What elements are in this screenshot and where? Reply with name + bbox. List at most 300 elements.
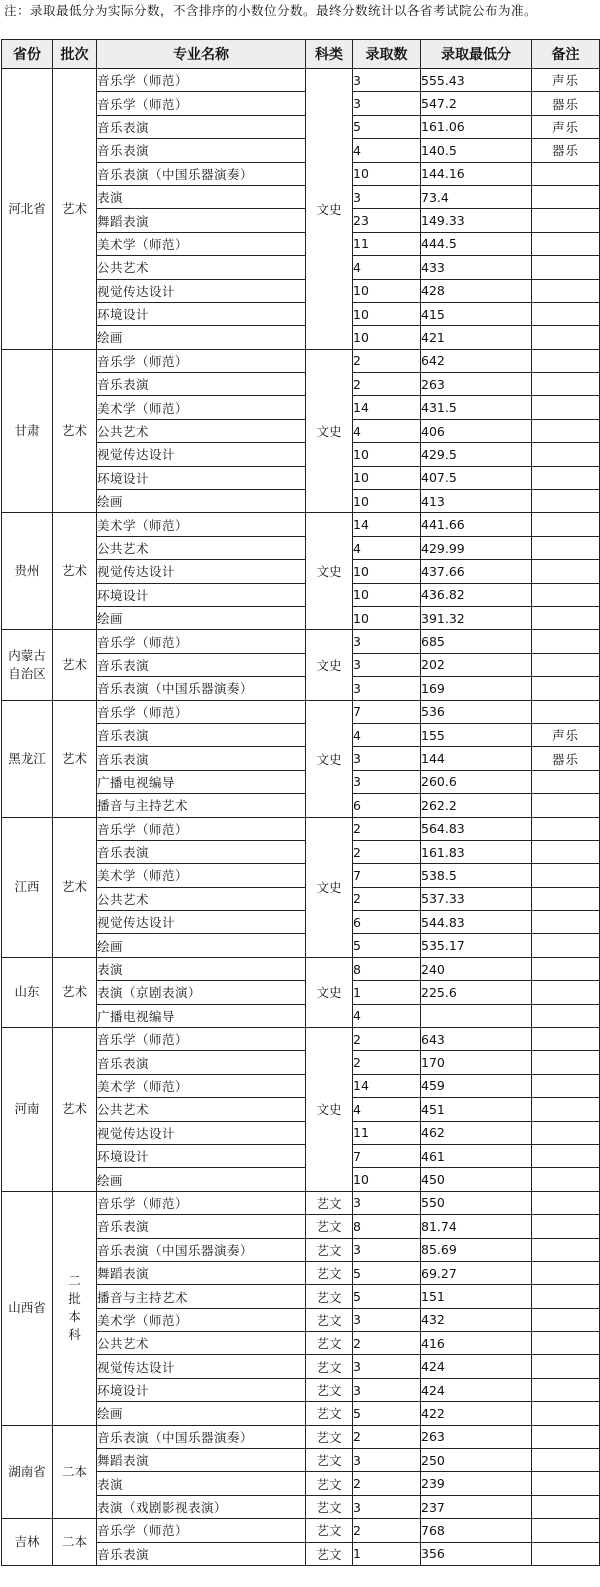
major-cell: 绘画: [97, 606, 306, 629]
province-cell: [2, 630, 53, 700]
major-cell: 表演: [97, 185, 306, 208]
remark-cell: [532, 1449, 600, 1472]
batch-cell: [53, 817, 97, 957]
major-cell: 公共艺术: [97, 419, 306, 442]
batch-cell: [53, 1028, 97, 1192]
major-cell: 音乐表演: [97, 1542, 306, 1565]
table-body: [2, 69, 600, 1566]
batch-cell: [53, 630, 97, 700]
remark-cell: [532, 887, 600, 910]
batch-label: 艺术: [61, 1101, 87, 1117]
count-cell: 10: [353, 302, 421, 325]
count-cell: 4: [353, 1004, 421, 1027]
subject-cell: 艺文: [306, 1425, 353, 1448]
major-cell: 美术学（师范）: [97, 232, 306, 255]
min-score-cell: 429.99: [421, 536, 532, 559]
count-cell: 11: [353, 1121, 421, 1144]
count-cell: 6: [353, 794, 421, 817]
count-cell: 3: [353, 747, 421, 770]
min-score-cell: 155: [421, 723, 532, 746]
subject-cell: 艺文: [306, 1402, 353, 1425]
major-cell: 美术学（师范）: [97, 1308, 306, 1331]
count-cell: 4: [353, 1098, 421, 1121]
min-score-cell: 768: [421, 1519, 532, 1542]
count-cell: 8: [353, 957, 421, 980]
count-cell: 3: [353, 1449, 421, 1472]
count-cell: 7: [353, 864, 421, 887]
remark-cell: [532, 911, 600, 934]
table-row: [2, 700, 600, 723]
min-score-cell: 450: [421, 1168, 532, 1191]
remark-cell: [532, 490, 600, 513]
major-cell: 舞蹈表演: [97, 1261, 306, 1284]
subject-cell: 艺文: [306, 1191, 353, 1214]
min-score-cell: 451: [421, 1098, 532, 1121]
major-cell: 视觉传达设计: [97, 911, 306, 934]
major-cell: 美术学（师范）: [97, 513, 306, 536]
remark-cell: [532, 466, 600, 489]
major-cell: 音乐表演: [97, 115, 306, 138]
remark-cell: [532, 209, 600, 232]
min-score-cell: 538.5: [421, 864, 532, 887]
major-cell: 音乐表演（中国乐器演奏）: [97, 1425, 306, 1448]
remark-cell: 器乐: [532, 747, 600, 770]
count-cell: 10: [353, 162, 421, 185]
min-score-cell: 537.33: [421, 887, 532, 910]
remark-cell: [532, 606, 600, 629]
header-row: [2, 40, 600, 69]
major-cell: 环境设计: [97, 302, 306, 325]
min-score-cell: 406: [421, 419, 532, 442]
min-score-cell: 416: [421, 1332, 532, 1355]
min-score-cell: 462: [421, 1121, 532, 1144]
major-cell: 播音与主持艺术: [97, 794, 306, 817]
remark-cell: [532, 1472, 600, 1495]
major-cell: 舞蹈表演: [97, 209, 306, 232]
header-province: 省份: [2, 40, 53, 69]
major-cell: 音乐表演: [97, 1051, 306, 1074]
min-score-cell: 422: [421, 1402, 532, 1425]
major-cell: 视觉传达设计: [97, 1121, 306, 1144]
major-cell: 美术学（师范）: [97, 1074, 306, 1097]
province-cell: [2, 1519, 53, 1566]
remark-cell: [532, 560, 600, 583]
count-cell: 5: [353, 1261, 421, 1284]
batch-label: 二本: [61, 1534, 87, 1550]
remark-cell: [532, 1542, 600, 1565]
province-label: 吉林: [14, 1534, 40, 1550]
count-cell: 4: [353, 723, 421, 746]
major-cell: 视觉传达设计: [97, 1355, 306, 1378]
remark-cell: 器乐: [532, 92, 600, 115]
major-cell: 音乐学（师范）: [97, 1028, 306, 1051]
major-cell: 音乐学（师范）: [97, 349, 306, 372]
major-cell: 视觉传达设计: [97, 560, 306, 583]
min-score-cell: 415: [421, 302, 532, 325]
count-cell: 2: [353, 1472, 421, 1495]
min-score-cell: 459: [421, 1074, 532, 1097]
batch-label: 艺术: [61, 984, 87, 1000]
table-row: [2, 1191, 600, 1214]
major-cell: 广播电视编导: [97, 1004, 306, 1027]
min-score-cell: 144: [421, 747, 532, 770]
major-cell: 音乐表演: [97, 373, 306, 396]
count-cell: 10: [353, 583, 421, 606]
remark-cell: [532, 700, 600, 723]
subject-cell: 艺文: [306, 1215, 353, 1238]
count-cell: 3: [353, 92, 421, 115]
header-min-score: 录取最低分: [421, 40, 532, 69]
count-cell: 1: [353, 1542, 421, 1565]
min-score-cell: 81.74: [421, 1215, 532, 1238]
remark-cell: [532, 536, 600, 559]
min-score-cell: 535.17: [421, 934, 532, 957]
count-cell: 10: [353, 1168, 421, 1191]
min-score-cell: 431.5: [421, 396, 532, 419]
min-score-cell: 550: [421, 1191, 532, 1214]
major-cell: 音乐学（师范）: [97, 700, 306, 723]
count-cell: 10: [353, 606, 421, 629]
major-cell: 表演: [97, 1472, 306, 1495]
major-cell: 美术学（师范）: [97, 864, 306, 887]
major-cell: 播音与主持艺术: [97, 1285, 306, 1308]
remark-cell: [532, 302, 600, 325]
table-row: [2, 1519, 600, 1542]
batch-cell: [53, 700, 97, 817]
subject-cell: 文史: [306, 69, 353, 350]
min-score-cell: 239: [421, 1472, 532, 1495]
count-cell: 14: [353, 396, 421, 419]
min-score-cell: 161.83: [421, 840, 532, 863]
header-batch: 批次: [53, 40, 97, 69]
min-score-cell: 433: [421, 256, 532, 279]
count-cell: 3: [353, 185, 421, 208]
subject-cell: 艺文: [306, 1261, 353, 1284]
remark-cell: [532, 981, 600, 1004]
major-cell: 音乐表演: [97, 139, 306, 162]
subject-cell: 艺文: [306, 1495, 353, 1518]
count-cell: 4: [353, 419, 421, 442]
min-score-cell: 85.69: [421, 1238, 532, 1261]
subject-cell: 艺文: [306, 1542, 353, 1565]
major-cell: 音乐学（师范）: [97, 1191, 306, 1214]
count-cell: 3: [353, 770, 421, 793]
remark-cell: [532, 1238, 600, 1261]
min-score-cell: 391.32: [421, 606, 532, 629]
remark-cell: [532, 349, 600, 372]
major-cell: 公共艺术: [97, 887, 306, 910]
min-score-cell: 424: [421, 1378, 532, 1401]
remark-cell: [532, 583, 600, 606]
major-cell: 音乐表演（中国乐器演奏）: [97, 1238, 306, 1261]
subject-cell: 艺文: [306, 1308, 353, 1331]
min-score-cell: 263: [421, 373, 532, 396]
count-cell: 14: [353, 513, 421, 536]
remark-cell: [532, 185, 600, 208]
major-cell: 音乐学（师范）: [97, 817, 306, 840]
min-score-cell: 169: [421, 677, 532, 700]
remark-cell: [532, 419, 600, 442]
remark-cell: [532, 840, 600, 863]
min-score-cell: 544.83: [421, 911, 532, 934]
major-cell: 音乐学（师范）: [97, 92, 306, 115]
count-cell: 2: [353, 1332, 421, 1355]
major-cell: 环境设计: [97, 1144, 306, 1167]
subject-cell: 文史: [306, 513, 353, 630]
min-score-cell: 555.43: [421, 69, 532, 92]
min-score-cell: 262.2: [421, 794, 532, 817]
count-cell: 2: [353, 1028, 421, 1051]
remark-cell: [532, 1332, 600, 1355]
header-count: 录取数: [353, 40, 421, 69]
min-score-cell: 161.06: [421, 115, 532, 138]
header-remark: 备注: [532, 40, 600, 69]
count-cell: 5: [353, 1402, 421, 1425]
remark-cell: [532, 1074, 600, 1097]
remark-cell: [532, 1144, 600, 1167]
min-score-cell: 461: [421, 1144, 532, 1167]
count-cell: 2: [353, 887, 421, 910]
major-cell: 音乐表演: [97, 723, 306, 746]
count-cell: 10: [353, 443, 421, 466]
major-cell: 环境设计: [97, 466, 306, 489]
batch-label: 艺术: [61, 200, 87, 216]
remark-cell: [532, 1121, 600, 1144]
batch-label: 艺术: [61, 563, 87, 579]
count-cell: 3: [353, 630, 421, 653]
count-cell: 10: [353, 279, 421, 302]
remark-cell: [532, 1191, 600, 1214]
remark-cell: [532, 232, 600, 255]
table-row: [2, 817, 600, 840]
count-cell: 11: [353, 232, 421, 255]
min-score-cell: 151: [421, 1285, 532, 1308]
count-cell: 2: [353, 373, 421, 396]
count-cell: 23: [353, 209, 421, 232]
count-cell: 8: [353, 1215, 421, 1238]
batch-cell: [53, 513, 97, 630]
min-score-cell: 642: [421, 349, 532, 372]
province-cell: [2, 700, 53, 817]
province-label: 湖南省: [8, 1463, 46, 1479]
min-score-cell: 432: [421, 1308, 532, 1331]
table-row: [2, 1425, 600, 1448]
count-cell: 10: [353, 490, 421, 513]
table-row: [2, 957, 600, 980]
province-cell: [2, 1191, 53, 1425]
min-score-cell: 429.5: [421, 443, 532, 466]
count-cell: 10: [353, 466, 421, 489]
remark-cell: [532, 1308, 600, 1331]
count-cell: 5: [353, 1285, 421, 1308]
major-cell: 表演（戏剧影视表演）: [97, 1495, 306, 1518]
province-label: 贵州: [14, 563, 40, 579]
count-cell: 2: [353, 1519, 421, 1542]
remark-cell: [532, 794, 600, 817]
count-cell: 7: [353, 700, 421, 723]
major-cell: 音乐表演: [97, 653, 306, 676]
count-cell: 3: [353, 1238, 421, 1261]
batch-cell: [53, 957, 97, 1027]
major-cell: 视觉传达设计: [97, 443, 306, 466]
subject-cell: 艺文: [306, 1355, 353, 1378]
subject-cell: 文史: [306, 349, 353, 513]
remark-cell: [532, 1355, 600, 1378]
min-score-cell: 69.27: [421, 1261, 532, 1284]
min-score-cell: 250: [421, 1449, 532, 1472]
remark-cell: [532, 864, 600, 887]
major-cell: 公共艺术: [97, 536, 306, 559]
province-cell: [2, 513, 53, 630]
table-row: [2, 1028, 600, 1051]
major-cell: 公共艺术: [97, 1332, 306, 1355]
major-cell: 舞蹈表演: [97, 1449, 306, 1472]
remark-cell: [532, 1051, 600, 1074]
major-cell: 视觉传达设计: [97, 279, 306, 302]
remark-cell: [532, 396, 600, 419]
count-cell: 3: [353, 1191, 421, 1214]
remark-cell: [532, 817, 600, 840]
count-cell: 2: [353, 840, 421, 863]
remark-cell: 声乐: [532, 115, 600, 138]
min-score-cell: 685: [421, 630, 532, 653]
province-label: 黑龙江: [8, 750, 46, 766]
batch-cell: [53, 1191, 97, 1425]
min-score-cell: 437.66: [421, 560, 532, 583]
min-score-cell: 263: [421, 1425, 532, 1448]
remark-cell: [532, 1168, 600, 1191]
major-cell: 音乐学（师范）: [97, 1519, 306, 1542]
subject-cell: 文史: [306, 630, 353, 700]
remark-cell: [532, 162, 600, 185]
count-cell: 14: [353, 1074, 421, 1097]
min-score-cell: 643: [421, 1028, 532, 1051]
subject-cell: 艺文: [306, 1285, 353, 1308]
min-score-cell: 421: [421, 326, 532, 349]
min-score-cell: 441.66: [421, 513, 532, 536]
count-cell: 1: [353, 981, 421, 1004]
major-cell: 环境设计: [97, 1378, 306, 1401]
remark-cell: [532, 1425, 600, 1448]
province-cell: [2, 957, 53, 1027]
min-score-cell: 413: [421, 490, 532, 513]
min-score-cell: 444.5: [421, 232, 532, 255]
count-cell: 2: [353, 1425, 421, 1448]
count-cell: 3: [353, 1495, 421, 1518]
remark-cell: [532, 1495, 600, 1518]
major-cell: 绘画: [97, 326, 306, 349]
min-score-cell: 536: [421, 700, 532, 723]
remark-cell: [532, 1378, 600, 1401]
major-cell: 绘画: [97, 490, 306, 513]
batch-cell: [53, 69, 97, 350]
major-cell: 公共艺术: [97, 256, 306, 279]
major-cell: 音乐学（师范）: [97, 69, 306, 92]
min-score-cell: 356: [421, 1542, 532, 1565]
min-score-cell: 260.6: [421, 770, 532, 793]
province-label: 甘肃: [14, 423, 40, 439]
batch-cell: [53, 1425, 97, 1519]
count-cell: 3: [353, 1378, 421, 1401]
count-cell: 3: [353, 69, 421, 92]
table-row: [2, 349, 600, 372]
count-cell: 7: [353, 1144, 421, 1167]
remark-cell: [532, 677, 600, 700]
subject-cell: 艺文: [306, 1238, 353, 1261]
subject-cell: 艺文: [306, 1472, 353, 1495]
remark-cell: 声乐: [532, 723, 600, 746]
batch-label: 艺术: [61, 879, 87, 895]
remark-cell: [532, 1285, 600, 1308]
count-cell: 10: [353, 326, 421, 349]
province-cell: [2, 349, 53, 513]
major-cell: 音乐表演: [97, 747, 306, 770]
count-cell: 3: [353, 1308, 421, 1331]
province-cell: [2, 69, 53, 350]
count-cell: 4: [353, 139, 421, 162]
min-score-cell: 424: [421, 1355, 532, 1378]
count-cell: 2: [353, 349, 421, 372]
major-cell: 绘画: [97, 1168, 306, 1191]
major-cell: 美术学（师范）: [97, 396, 306, 419]
table-note: 注：录取最低分为实际分数，不含排序的小数位分数。最终分数统计以各省考试院公布为准。: [4, 3, 538, 18]
remark-cell: [532, 513, 600, 536]
major-cell: 音乐表演（中国乐器演奏）: [97, 162, 306, 185]
count-cell: 3: [353, 1355, 421, 1378]
min-score-cell: 240: [421, 957, 532, 980]
batch-label: 艺术: [61, 423, 87, 439]
subject-cell: 文史: [306, 700, 353, 817]
min-score-cell: 140.5: [421, 139, 532, 162]
remark-cell: [532, 443, 600, 466]
major-cell: 环境设计: [97, 583, 306, 606]
province-cell: [2, 817, 53, 957]
batch-label: 二本: [61, 1463, 87, 1479]
remark-cell: [532, 934, 600, 957]
min-score-cell: 73.4: [421, 185, 532, 208]
min-score-cell: 202: [421, 653, 532, 676]
subject-cell: 艺文: [306, 1378, 353, 1401]
count-cell: 10: [353, 560, 421, 583]
province-label: 山东: [14, 984, 40, 1000]
admission-score-table: [1, 39, 600, 1566]
major-cell: 广播电视编导: [97, 770, 306, 793]
count-cell: 2: [353, 817, 421, 840]
major-cell: 音乐表演: [97, 840, 306, 863]
major-cell: 音乐表演: [97, 1215, 306, 1238]
header-subject: 科类: [306, 40, 353, 69]
min-score-cell: 225.6: [421, 981, 532, 1004]
remark-cell: [532, 770, 600, 793]
min-score-cell: 564.83: [421, 817, 532, 840]
remark-cell: [532, 1261, 600, 1284]
remark-cell: [532, 630, 600, 653]
subject-cell: 文史: [306, 1028, 353, 1192]
province-label: 内蒙古自治区: [8, 647, 46, 681]
province-label: 山西省: [8, 1300, 46, 1316]
min-score-cell: 170: [421, 1051, 532, 1074]
subject-cell: 文史: [306, 957, 353, 1027]
remark-cell: [532, 256, 600, 279]
table-row: [2, 69, 600, 92]
major-cell: 表演: [97, 957, 306, 980]
count-cell: 6: [353, 911, 421, 934]
count-cell: 4: [353, 256, 421, 279]
header-major: 专业名称: [97, 40, 306, 69]
batch-label: 艺术: [61, 750, 87, 766]
province-cell: [2, 1425, 53, 1519]
major-cell: 绘画: [97, 934, 306, 957]
